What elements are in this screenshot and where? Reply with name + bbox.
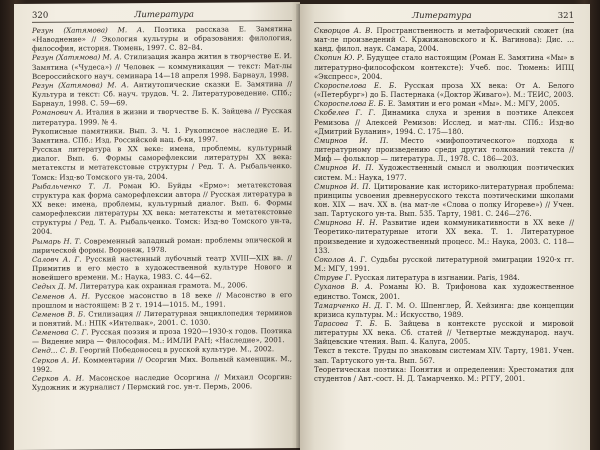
entry-text: Романы Ю. В. Трифонова как художественное единство. Томск, 2001. xyxy=(314,282,574,301)
right-page xyxy=(300,4,590,450)
entry-text: Пространственность и метафорический сюжет (на мат-ле произведений С. Кржижановского и К. Вагинова): Дис. … канд. филол. наук. Самара, 2004. xyxy=(314,26,574,54)
entry-author: Рыбальченко Т. Л. xyxy=(32,180,112,191)
bibliography-entry xyxy=(32,180,292,237)
entry-text: Будущее стало настоящим (Роман Е. Замятина «Мы» в литературно-философском контексте): Учеб. пос. Тюмень: ИПЦ «Экспресс», 2004. xyxy=(314,53,574,81)
bibliography-entry xyxy=(314,26,574,53)
entry-author: Смирнова Н. Н. xyxy=(314,218,378,228)
bibliography-entry xyxy=(32,354,292,374)
entry-author: Седых Д. М. xyxy=(32,281,78,292)
bibliography-entry xyxy=(314,81,574,99)
entry-text: Текст в тексте. Труды по знаковым системам XIV. Тарту, 1981. Учен. зап. Тартуского ун-та. Вып. 567. xyxy=(314,346,574,365)
entry-text: Стилизация жанра жития в творчестве Е. И. Замятина («Чудеса») // Человек — коммуникация — текст: Мат-лы Всероссийского науч. семинара 14—18 апреля 1998. Барнаул, 1998. xyxy=(32,51,292,81)
entry-text: Художественный смысл и эволюция поэтических систем. М.: Наука, 1977. xyxy=(314,163,574,182)
entry-text: Динамика слуха и зрения в поэтике Алексея Ремизова // Алексей Ремизов: Исслед. и мат-лы. СПб.: Изд-во «Дмитрий Буланин», 1994. С. 175—180. xyxy=(314,108,574,136)
entry-author: Серков А. И. xyxy=(32,355,81,365)
bibliography-entry xyxy=(314,319,574,346)
entry-author: Семенов В. Б. xyxy=(32,309,86,319)
entry-author: Скороспелова Е. Б. xyxy=(314,80,397,90)
entry-text: Место «мифопоэтического» подхода к литературному произведению среди других толкований текста // Миф — фольклор — литература. Л., 1978. С. 186—203. xyxy=(314,135,574,164)
bibliography-entry xyxy=(314,53,574,80)
left-bibliography-list xyxy=(32,24,292,392)
entry-text: Русская проза XX века: От А. Белого («Петербург») до Б. Пастернака («Доктор Живаго»). М.: ТЕИС, 2003. xyxy=(314,80,574,100)
bibliography-entry xyxy=(32,143,292,181)
right-page-number: 321 xyxy=(557,11,574,21)
entry-text: Русский настенный лубочный театр XVIII—XIX вв. // Примитив и его место в художественной культуре Нового и новейшего времени. М.: Наука, 1983. С. 44—62. xyxy=(32,252,292,283)
entry-author: Резун (Хатямова) М. А. xyxy=(32,80,129,90)
entry-text: Рукописные памятники. Вып. 3. Ч. 1. Рукописное наследие Е. И. Замятина. СПб.: Изд. Российской нац. б-ки, 1997. xyxy=(32,124,292,145)
entry-text: Г. М. О. Шпенглер, Й. Хейзинга: две концепции кризиса культуры. М.: Искусство, 1989. xyxy=(314,300,574,319)
entry-text: Масонское наследие Осоргина // Михаил Осоргин: Художник и журналист / Пермский гос. ун-т. Пермь, 2006. xyxy=(32,371,292,392)
right-running-head xyxy=(314,11,574,23)
entry-text: Развитие идеи коммуникативности в XX веке // Теоретико-литературные итоги XX века. Т. 1. Литературное произведение и художественный процесс. М.: Наука, 2003. С. 118—133. xyxy=(314,218,574,255)
bibliography-entry xyxy=(32,326,292,346)
entry-author: Скопин Ю. Р. xyxy=(314,53,365,63)
bibliography-entry xyxy=(314,163,574,181)
entry-author: Соколов А. Г. xyxy=(314,254,368,264)
entry-author: Семенова С. Г. xyxy=(32,327,89,338)
bibliography-entry xyxy=(32,372,292,392)
entry-text: Комментарии // Осоргин Мих. Вольный каменщик. М., 1992. xyxy=(32,353,292,374)
entry-author: Тарасова Т. Б. xyxy=(314,319,378,328)
entry-author: Сенд… С. В. xyxy=(32,346,78,356)
entry-author: Скобелев Г. Г. xyxy=(314,108,376,118)
left-running-title: Литература xyxy=(134,9,194,21)
bibliography-entry xyxy=(314,136,574,163)
bibliography-entry xyxy=(32,235,292,255)
bibliography-entry xyxy=(314,99,574,108)
bibliography-entry xyxy=(314,108,574,135)
entry-author: Серков А. И. xyxy=(32,373,85,383)
entry-author: Резун (Хатямова) М. А. xyxy=(32,25,145,35)
entry-author: Романович А. xyxy=(32,107,84,118)
entry-text: Теоретическая поэтика: Понятия и определения: Хрестоматия для студентов / Авт.-сост. Н. Д. Тамарченко. М.: РГГУ, 2001. xyxy=(314,364,574,383)
bibliography-entry xyxy=(32,52,292,81)
bibliography-entry xyxy=(314,282,574,300)
bibliography-entry xyxy=(314,218,574,255)
entry-text: Литература как охранная грамота. М., 2006. xyxy=(77,280,248,291)
entry-author: Семенов А. Н. xyxy=(32,291,91,301)
entry-text: Русская литература в изгнании. Paris, 1984. xyxy=(352,273,520,283)
entry-author: Смирнов И. П. xyxy=(314,135,389,145)
bibliography-entry xyxy=(314,346,574,364)
bibliography-entry xyxy=(32,106,292,126)
bibliography-entry xyxy=(314,273,574,282)
entry-text: Стилизация // Литературная энциклопедия терминов и понятий. М.: НПК «Интелвак», 2001. С. 1030. xyxy=(32,307,292,328)
left-running-head xyxy=(32,9,292,23)
entry-text: Современный западный роман: проблемы эпической и лирической формы. Воронеж, 1978. xyxy=(32,234,293,255)
bibliography-entry xyxy=(314,365,574,383)
entry-text: Италия в жизни и творчестве Б. К. Зайцева // Русская литература. 1999. № 4. xyxy=(32,106,292,127)
entry-author: Скворцов А. В. xyxy=(314,26,373,35)
entry-author: Суханов В. А. xyxy=(314,282,373,292)
entry-text: Антиутопические сказки Е. Замятина // Культура и текст: Сб. науч. трудов. Ч. 2. Литературоведение. СПб.; Барнаул, 1998. С. 59—69. xyxy=(32,78,292,109)
entry-text: Русская поэзия и проза 1920—1930-х годов. Поэтика — Видение мира — Философия. М.: ИМЛИ РАН; «Наследие», 2001. xyxy=(32,326,293,347)
entry-text: Георгий Победоносец в русской культуре. М., 2002. xyxy=(77,344,275,356)
entry-text: Поэтика рассказа Е. Замятина «Наводнение» // Экология культуры и образования: филология, философия, история. Тюмень, 1997. С. 82–84. xyxy=(32,24,292,54)
entry-text: Русская литература в XX веке: имена, проблемы, культурный диалог. Вып. 6. Формы саморефлексии литературы XX века: метатексты и метатекстовые структуры / Ред. Т. А. Рыбальченко. Томск: Изд-во Томского ун-та, 2004. xyxy=(32,143,292,182)
bibliography-entry xyxy=(32,308,292,328)
entry-author: Рымарь Н. Т. xyxy=(32,236,82,246)
entry-text: Е. Замятин и его роман «Мы». М.: МГУ, 2005. xyxy=(385,99,560,109)
entry-author: Тамарченко Н. Д. xyxy=(314,300,383,310)
entry-text: Цитирование как историко-литературная проблема: принципы усвоения древнерусского текста поэтическими школами кон. XIX — нач. XX в. (на мат-ле «Слова о полку Игореве») // Учен. зап. Тартуского ун-та. Вып. 535. Тарту, 1981. С. 246—276. xyxy=(314,181,574,219)
entry-text: Б. Зайцева в контексте русской и мировой литературы XX века. Сб. статей // Четвертые международ. науч. Зайцевские чтения. Вып. 4. Калуга, 2005. xyxy=(314,319,574,347)
left-page-number: 320 xyxy=(32,10,49,21)
bibliography-entry xyxy=(32,253,292,282)
entry-text: Русское масонство в 18 веке // Масонство в его прошлом и настоящем: В 2 т. 1914—1015. М., 1991. xyxy=(32,289,292,310)
bibliography-entry xyxy=(32,290,292,310)
entry-author: Саловч А. Г. xyxy=(32,254,82,264)
bibliography-entry xyxy=(314,182,574,219)
bibliography-entry xyxy=(32,24,292,53)
bibliography-entry xyxy=(32,79,292,108)
bibliography-entry xyxy=(32,125,292,145)
entry-text: Судьбы русской литературной эмиграции 1920-х гг. М.: МГУ, 1991. xyxy=(314,254,574,274)
entry-author: Резун (Хатямова) М. А. xyxy=(32,52,122,63)
bibliography-entry xyxy=(314,301,574,319)
right-bibliography-list xyxy=(314,26,574,383)
bibliography-entry xyxy=(314,255,574,273)
entry-author: Струве Г. xyxy=(314,273,353,283)
right-running-title: Литература xyxy=(412,11,472,21)
entry-author: Смирнов И. П. xyxy=(314,181,371,191)
entry-author: Скороспелова Е. Б. xyxy=(314,99,386,109)
entry-author: Смирнов И. П. xyxy=(314,163,374,173)
entry-text: Роман Ю. Буйды «Ермо»: метатекстовая структура как форма саморефлексии автора // Русская литература в XX веке: имена, проблемы, культурный диалог. Вып. 6. Формы саморефлексии литературы XX века: метатексты и метатекстовые структуры / Ред. Т. А. Рыбальченко. Томск: Изд-во Томского ун-та, 2004. xyxy=(32,179,293,237)
left-page xyxy=(14,2,300,450)
